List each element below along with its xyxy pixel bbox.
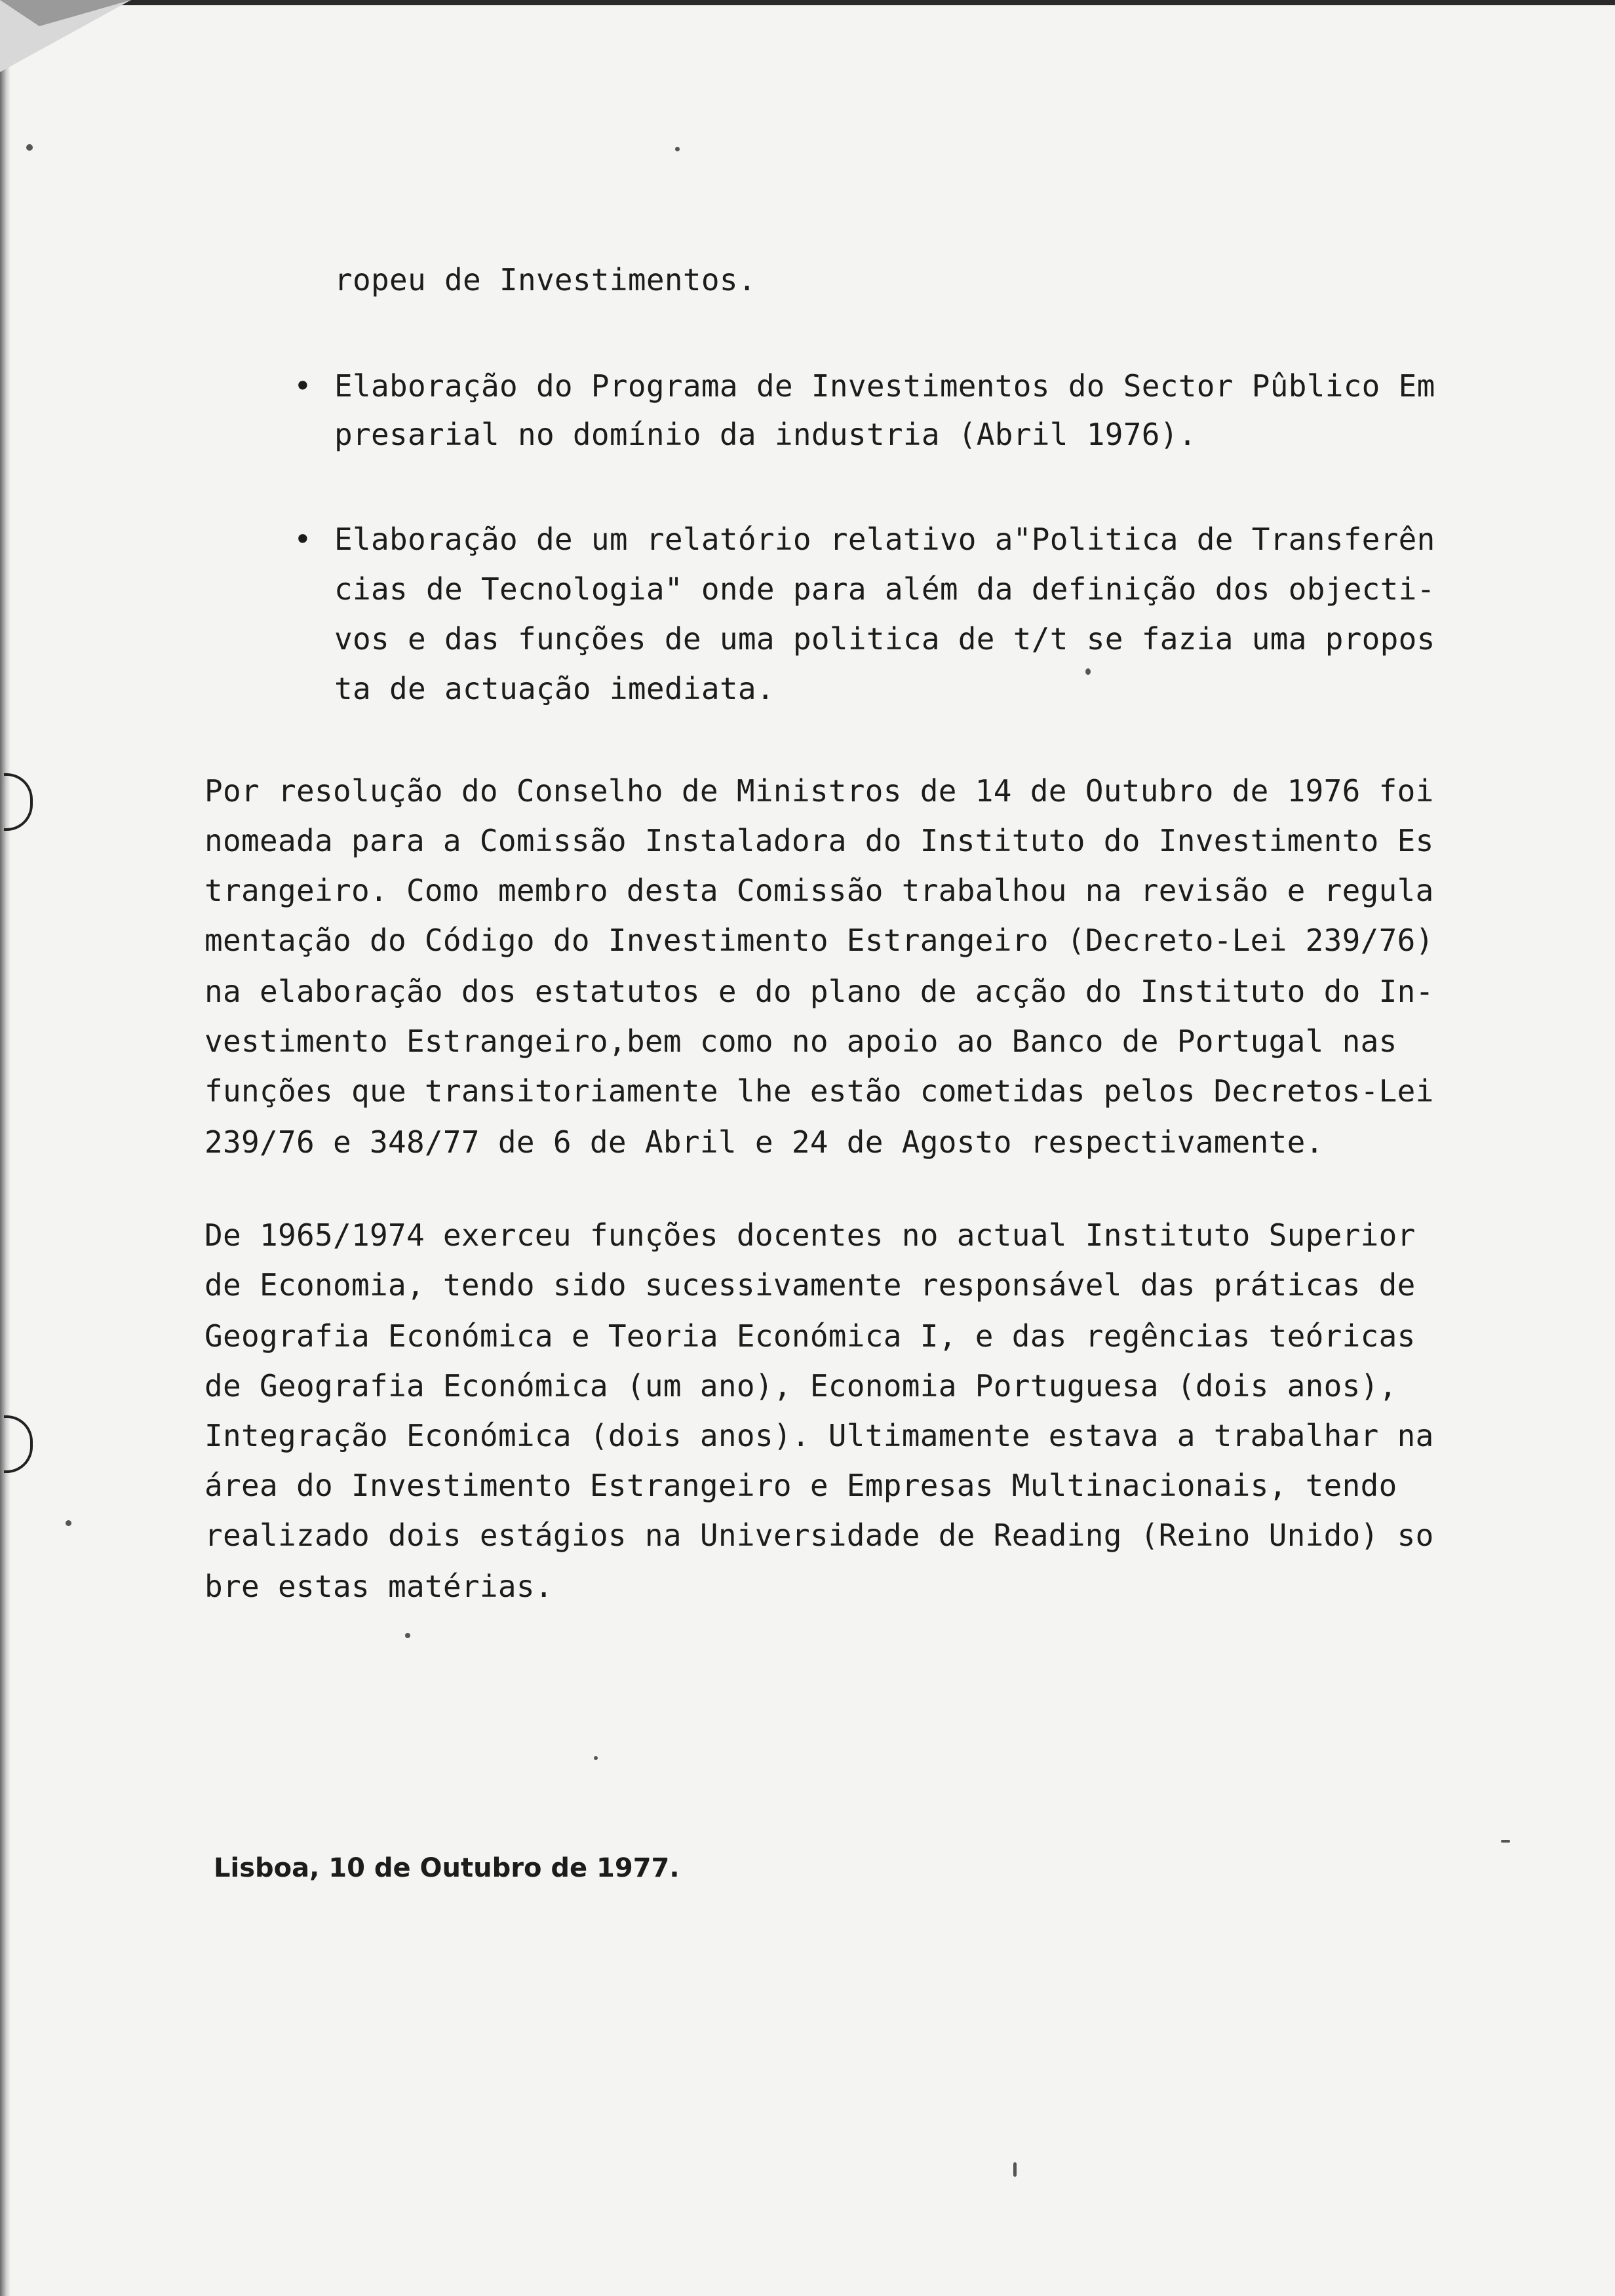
place-date-line: Lisboa, 10 de Outubro de 1977. — [214, 1853, 680, 1883]
folded-corner — [0, 0, 131, 72]
bullet-2-line-4: ta de actuação imediata. — [334, 671, 775, 706]
punch-hole-bottom — [4, 1415, 33, 1473]
scan-speck — [405, 1633, 410, 1638]
bullet-2-line-3: vos e das funções de uma politica de t/t se fazia uma propos — [334, 621, 1435, 657]
scan-speck — [594, 1756, 598, 1760]
bullet-1-line-1: Elaboração do Programa de Investimentos do Sector Pûblico Em — [334, 368, 1435, 404]
paragraph-2-line-2: de Economia, tendo sido sucessivamente responsável das práticas de — [204, 1267, 1416, 1303]
paragraph-2-line-1: De 1965/1974 exerceu funções docentes no actual Instituto Superior — [204, 1217, 1416, 1253]
bullet-marker: • — [294, 522, 312, 557]
paragraph-2-line-7: realizado dois estágios na Universidade de Reading (Reino Unido) so — [204, 1518, 1434, 1553]
scan-edge-left — [0, 0, 10, 2296]
bullet-2-line-2: cias de Tecnologia" onde para além da definição dos objecti- — [334, 571, 1435, 607]
paragraph-1-line-3: trangeiro. Como membro desta Comissão trabalhou na revisão e regula — [204, 873, 1434, 908]
scan-speck — [1085, 668, 1091, 675]
paragraph-1-line-4: mentação do Código do Investimento Estrangeiro (Decreto-Lei 239/76) — [204, 923, 1434, 958]
bullet-1-line-2: presarial no domínio da industria (Abril 1976). — [334, 417, 1197, 452]
paragraph-2-line-5: Integração Económica (dois anos). Ultimamente estava a trabalhar na — [204, 1418, 1434, 1453]
scan-speck — [1013, 2162, 1017, 2177]
punch-hole-top — [4, 773, 33, 831]
paragraph-1-line-8: 239/76 e 348/77 de 6 de Abril e 24 de Agosto respectivamente. — [204, 1124, 1324, 1160]
paragraph-2-line-3: Geografia Económica e Teoria Económica I, e das regências teóricas — [204, 1318, 1416, 1354]
bullet-marker: • — [294, 368, 312, 404]
paragraph-2-line-4: de Geografia Económica (um ano), Economia Portuguesa (dois anos), — [204, 1368, 1397, 1404]
scan-edge-top — [39, 0, 1615, 5]
paragraph-1-line-5: na elaboração dos estatutos e do plano de acção do Instituto do In- — [204, 974, 1434, 1009]
bullet-2-line-1: Elaboração de um relatório relativo a"Politica de Transferên — [334, 522, 1435, 557]
paragraph-1-line-2: nomeada para a Comissão Instaladora do Instituto do Investimento Es — [204, 823, 1434, 858]
scan-speck — [26, 144, 33, 151]
paragraph-1-line-7: funções que transitoriamente lhe estão cometidas pelos Decretos-Lei — [204, 1073, 1434, 1109]
scan-speck — [66, 1520, 71, 1526]
scan-speck — [1501, 1840, 1510, 1843]
scan-speck — [675, 147, 680, 151]
paragraph-1-line-1: Por resolução do Conselho de Ministros de 14 de Outubro de 1976 foi — [204, 773, 1434, 809]
paragraph-1-line-6: vestimento Estrangeiro,bem como no apoio ao Banco de Portugal nas — [204, 1024, 1397, 1059]
paragraph-2-line-8: bre estas matérias. — [204, 1569, 553, 1604]
paragraph-2-line-6: área do Investimento Estrangeiro e Empresas Multinacionais, tendo — [204, 1468, 1397, 1503]
continuation-line: ropeu de Investimentos. — [334, 262, 756, 297]
